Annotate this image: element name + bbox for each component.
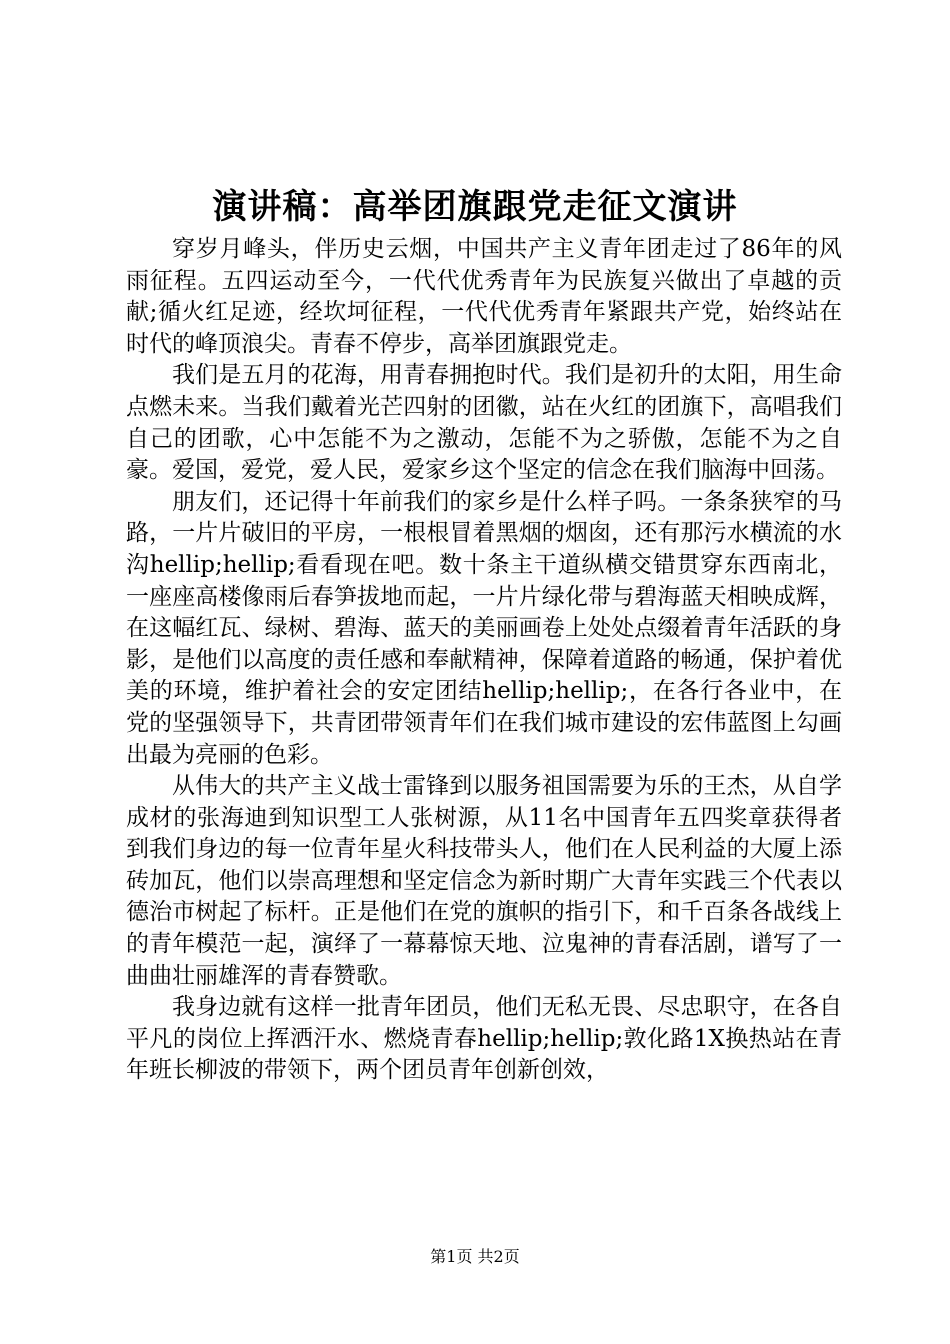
document-title: 演讲稿：高举团旗跟党走征文演讲 — [212, 187, 738, 227]
paragraph: 穿岁月峰头，伴历史云烟，中国共产主义青年团走过了86年的风雨征程。五四运动至今，一代代优秀青年为民族复兴做出了卓越的贡献;循火红足迹，经坎坷征程，一代代优秀青年紧跟共产党，始终站在时代的峰顶浪尖。青春不停步，高举团旗跟党走。 — [126, 236, 842, 357]
paragraph: 从伟大的共产主义战士雷锋到以服务祖国需要为乐的王杰，从自学成材的张海迪到知识型工人张树源，从11名中国青年五四奖章获得者到我们身边的每一位青年星火科技带头人，他们在人民利益的大厦上添砖加瓦，他们以崇高理想和坚定信念为新时期广大青年实践三个代表以德治市树起了标杆。正是他们在党的旗帜的指引下，和千百条各战线上的青年模范一起，演绎了一幕幕惊天地、泣鬼神的青春活剧，谱写了一曲曲壮丽雄浑的青春赞歌。 — [126, 773, 842, 989]
page-footer: 第1页 共2页 — [430, 1247, 520, 1266]
paragraph: 我身边就有这样一批青年团员，他们无私无畏、尽忠职守，在各自平凡的岗位上挥洒汗水、燃烧青春hellip;hellip;敦化路1X换热站在青年班长柳波的带领下，两个团员青年创新创效， — [126, 994, 842, 1084]
paragraph: 朋友们，还记得十年前我们的家乡是什么样子吗。一条条狭窄的马路，一片片破旧的平房，一根根冒着黑烟的烟囱，还有那污水横流的水沟hellip;hellip;看看现在吧。数十条主干道纵横交错贯穿东西南北，一座座高楼像雨后春笋拔地而起，一片片绿化带与碧海蓝天相映成辉，在这幅红瓦、绿树、碧海、蓝天的美丽画卷上处处点缀着青年活跃的身影，是他们以高度的责任感和奉献精神，保障着道路的畅通，保护着优美的环境，维护着社会的安定团结hellip;hellip;，在各行各业中，在党的坚强领导下，共青团带领青年们在我们城市建设的宏伟蓝图上勾画出最为亮丽的色彩。 — [126, 488, 842, 768]
paragraph: 我们是五月的花海，用青春拥抱时代。我们是初升的太阳，用生命点燃未来。当我们戴着光芒四射的团徽，站在火红的团旗下，高唱我们自己的团歌，心中怎能不为之激动，怎能不为之骄傲，怎能不为之自豪。爱国，爱党，爱人民，爱家乡这个坚定的信念在我们脑海中回荡。 — [126, 362, 842, 484]
document-body — [126, 234, 842, 1087]
